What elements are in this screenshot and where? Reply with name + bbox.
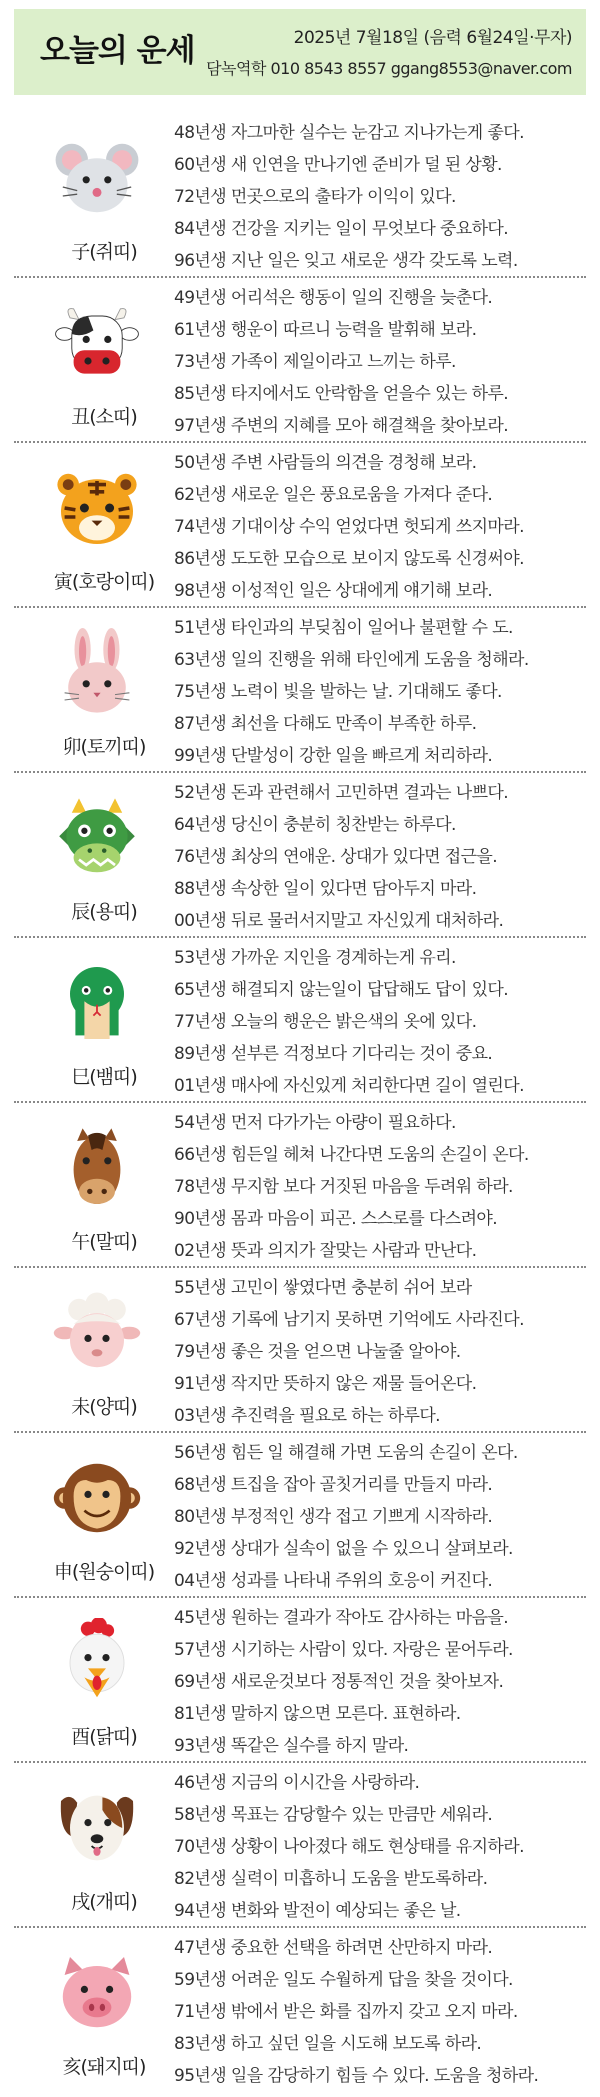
fortune-line: 79년생 좋은 것을 얻으면 나눌줄 알아야. bbox=[174, 1342, 461, 1362]
zodiac-label: 巳(뱀띠) bbox=[71, 1066, 137, 1088]
zodiac-section-ox bbox=[14, 278, 586, 443]
fortune-line: 50년생 주변 사람들의 의견을 경청해 보라. bbox=[174, 453, 477, 473]
fortune-line: 04년생 성과를 나타내 주위의 호응이 커진다. bbox=[174, 1571, 493, 1591]
fortune-lines bbox=[174, 1272, 584, 1432]
zodiac-section-horse bbox=[14, 1103, 586, 1268]
contact-line: 담녹역학 010 8543 8557 ggang8553@naver.com bbox=[206, 59, 572, 78]
fortune-line: 88년생 속상한 일이 있다면 담아두지 마라. bbox=[174, 879, 477, 899]
zodiac-label: 子(쥐띠) bbox=[71, 241, 137, 263]
fortune-header bbox=[14, 9, 586, 95]
fortune-line: 80년생 부정적인 생각 접고 기쁘게 시작하라. bbox=[174, 1507, 493, 1527]
fortune-lines bbox=[174, 117, 584, 277]
fortune-lines bbox=[174, 942, 584, 1102]
date-line: 2025년 7월18일 (음력 6월24일·무자) bbox=[293, 28, 572, 48]
fortune-line: 68년생 트집을 잡아 골칫거리를 만들지 마라. bbox=[174, 1475, 493, 1495]
zodiac-section-sheep bbox=[14, 1268, 586, 1433]
fortune-line: 01년생 매사에 자신있게 처리한다면 길이 열린다. bbox=[174, 1076, 524, 1096]
fortune-line: 51년생 타인과의 부딪침이 일어나 불편할 수 도. bbox=[174, 618, 513, 638]
zodiac-section-rabbit bbox=[14, 608, 586, 773]
fortune-line: 61년생 행운이 따르니 능력을 발휘해 보라. bbox=[174, 320, 477, 340]
zodiac-label: 寅(호랑이띠) bbox=[53, 571, 155, 593]
fortune-line: 89년생 섣부른 걱정보다 기다리는 것이 중요. bbox=[174, 1044, 493, 1064]
fortune-line: 60년생 새 인연을 만나기엔 준비가 덜 된 상황. bbox=[174, 155, 502, 175]
fortune-line: 85년생 타지에서도 안락함을 얻을수 있는 하루. bbox=[174, 384, 509, 404]
fortune-line: 94년생 변화와 발전이 예상되는 좋은 날. bbox=[174, 1901, 461, 1921]
zodiac-label: 卯(토끼띠) bbox=[62, 736, 146, 758]
zodiac-list bbox=[14, 113, 586, 2093]
fortune-line: 58년생 목표는 감당할수 있는 만큼만 세워라. bbox=[174, 1805, 493, 1825]
fortune-line: 72년생 먼곳으로의 출타가 이익이 있다. bbox=[174, 187, 456, 207]
fortune-line: 82년생 실력이 미흡하니 도움을 받도록하라. bbox=[174, 1869, 488, 1889]
fortune-lines bbox=[174, 1932, 584, 2092]
fortune-line: 95년생 일을 감당하기 힘들 수 있다. 도움을 청하라. bbox=[174, 2066, 539, 2086]
fortune-line: 59년생 어려운 일도 수월하게 답을 찾을 것이다. bbox=[174, 1970, 513, 1990]
fortune-lines bbox=[174, 282, 584, 442]
fortune-line: 77년생 오늘의 행운은 밝은색의 옷에 있다. bbox=[174, 1012, 477, 1032]
fortune-line: 78년생 무지함 보다 거짓된 마음을 두려워 하라. bbox=[174, 1177, 513, 1197]
fortune-line: 70년생 상황이 나아졌다 해도 현상태를 유지하라. bbox=[174, 1837, 524, 1857]
fortune-line: 74년생 기대이상 수익 얻었다면 헛되게 쓰지마라. bbox=[174, 517, 524, 537]
fortune-line: 64년생 당신이 충분히 칭찬받는 하루다. bbox=[174, 815, 456, 835]
zodiac-label: 午(말띠) bbox=[71, 1231, 137, 1253]
fortune-line: 83년생 하고 싶던 일을 시도해 보도록 하라. bbox=[174, 2034, 482, 2054]
zodiac-section-snake bbox=[14, 938, 586, 1103]
zodiac-label: 酉(닭띠) bbox=[71, 1726, 137, 1748]
dog-icon bbox=[52, 1783, 142, 1873]
zodiac-section-dragon bbox=[14, 773, 586, 938]
fortune-line: 46년생 지금의 이시간을 사랑하라. bbox=[174, 1773, 420, 1793]
fortune-line: 98년생 이성적인 일은 상대에게 얘기해 보라. bbox=[174, 581, 493, 601]
fortune-lines bbox=[174, 1767, 584, 1927]
fortune-line: 75년생 노력이 빛을 발하는 날. 기대해도 좋다. bbox=[174, 682, 502, 702]
fortune-line: 62년생 새로운 일은 풍요로움을 가져다 준다. bbox=[174, 485, 493, 505]
zodiac-label: 申(원숭이띠) bbox=[53, 1561, 155, 1583]
fortune-line: 91년생 작지만 뜻하지 않은 재물 들어온다. bbox=[174, 1374, 477, 1394]
zodiac-label: 丑(소띠) bbox=[71, 406, 137, 428]
fortune-line: 73년생 가족이 제일이라고 느끼는 하루. bbox=[174, 352, 456, 372]
fortune-line: 76년생 최상의 연애운. 상대가 있다면 접근을. bbox=[174, 847, 498, 867]
fortune-line: 63년생 일의 진행을 위해 타인에게 도움을 청해라. bbox=[174, 650, 529, 670]
fortune-lines bbox=[174, 447, 584, 607]
fortune-line: 90년생 몸과 마음이 피곤. 스스로를 다스려야. bbox=[174, 1209, 498, 1229]
fortune-lines bbox=[174, 1107, 584, 1267]
zodiac-label: 亥(돼지띠) bbox=[62, 2056, 146, 2078]
fortune-line: 65년생 해결되지 않는일이 답답해도 답이 있다. bbox=[174, 980, 509, 1000]
fortune-line: 69년생 새로운것보다 정통적인 것을 찾아보자. bbox=[174, 1672, 504, 1692]
zodiac-section-tiger bbox=[14, 443, 586, 608]
ox-icon bbox=[52, 298, 142, 388]
monkey-icon bbox=[52, 1453, 142, 1543]
fortune-line: 71년생 밖에서 받은 화를 집까지 갖고 오지 마라. bbox=[174, 2002, 518, 2022]
zodiac-label: 未(양띠) bbox=[71, 1396, 137, 1418]
pig-icon bbox=[52, 1948, 142, 2038]
fortune-line: 57년생 시기하는 사람이 있다. 자랑은 묻어두라. bbox=[174, 1640, 513, 1660]
zodiac-section-monkey bbox=[14, 1433, 586, 1598]
dragon-icon bbox=[52, 793, 142, 883]
fortune-line: 55년생 고민이 쌓였다면 충분히 쉬어 보라 bbox=[174, 1278, 472, 1298]
fortune-line: 02년생 뜻과 의지가 잘맞는 사람과 만난다. bbox=[174, 1241, 477, 1261]
fortune-line: 00년생 뒤로 물러서지말고 자신있게 대처하라. bbox=[174, 911, 504, 931]
zodiac-section-dog bbox=[14, 1763, 586, 1928]
sheep-icon bbox=[52, 1288, 142, 1378]
page-title: 오늘의 운세 bbox=[40, 33, 195, 69]
fortune-line: 93년생 똑같은 실수를 하지 말라. bbox=[174, 1736, 409, 1756]
fortune-line: 56년생 힘든 일 해결해 가면 도움의 손길이 온다. bbox=[174, 1443, 518, 1463]
fortune-line: 96년생 지난 일은 잊고 새로운 생각 갖도록 노력. bbox=[174, 251, 518, 271]
zodiac-label: 戌(개띠) bbox=[71, 1891, 137, 1913]
fortune-line: 87년생 최선을 다해도 만족이 부족한 하루. bbox=[174, 714, 477, 734]
snake-icon bbox=[52, 958, 142, 1048]
zodiac-section-rooster bbox=[14, 1598, 586, 1763]
fortune-line: 52년생 돈과 관련해서 고민하면 결과는 나쁘다. bbox=[174, 783, 509, 803]
fortune-lines bbox=[174, 1437, 584, 1597]
fortune-line: 47년생 중요한 선택을 하려면 산만하지 마라. bbox=[174, 1938, 493, 1958]
fortune-line: 99년생 단발성이 강한 일을 빠르게 처리하라. bbox=[174, 746, 493, 766]
fortune-line: 97년생 주변의 지혜를 모아 해결책을 찾아보라. bbox=[174, 416, 509, 436]
fortune-line: 86년생 도도한 모습으로 보이지 않도록 신경써야. bbox=[174, 549, 524, 569]
zodiac-section-rat bbox=[14, 113, 586, 278]
fortune-line: 81년생 말하지 않으면 모른다. 표현하라. bbox=[174, 1704, 461, 1724]
fortune-line: 45년생 원하는 결과가 작아도 감사하는 마음을. bbox=[174, 1608, 509, 1628]
fortune-line: 48년생 자그마한 실수는 눈감고 지나가는게 좋다. bbox=[174, 123, 524, 143]
tiger-icon bbox=[52, 463, 142, 553]
fortune-line: 67년생 기록에 남기지 못하면 기억에도 사라진다. bbox=[174, 1310, 524, 1330]
fortune-line: 53년생 가까운 지인을 경계하는게 유리. bbox=[174, 948, 456, 968]
fortune-line: 84년생 건강을 지키는 일이 무엇보다 중요하다. bbox=[174, 219, 509, 239]
horse-icon bbox=[52, 1123, 142, 1213]
zodiac-section-pig bbox=[14, 1928, 586, 2093]
fortune-line: 03년생 추진력을 필요로 하는 하루다. bbox=[174, 1406, 440, 1426]
rooster-icon bbox=[52, 1618, 142, 1708]
fortune-line: 49년생 어리석은 행동이 일의 진행을 늦춘다. bbox=[174, 288, 493, 308]
fortune-lines bbox=[174, 1602, 584, 1762]
fortune-line: 66년생 힘든일 헤쳐 나간다면 도움의 손길이 온다. bbox=[174, 1145, 529, 1165]
zodiac-label: 辰(용띠) bbox=[71, 901, 137, 923]
fortune-line: 92년생 상대가 실속이 없을 수 있으니 살펴보라. bbox=[174, 1539, 513, 1559]
fortune-lines bbox=[174, 777, 584, 937]
fortune-line: 54년생 먼저 다가가는 아량이 필요하다. bbox=[174, 1113, 456, 1133]
fortune-lines bbox=[174, 612, 584, 772]
rabbit-icon bbox=[52, 628, 142, 718]
rat-icon bbox=[52, 133, 142, 223]
